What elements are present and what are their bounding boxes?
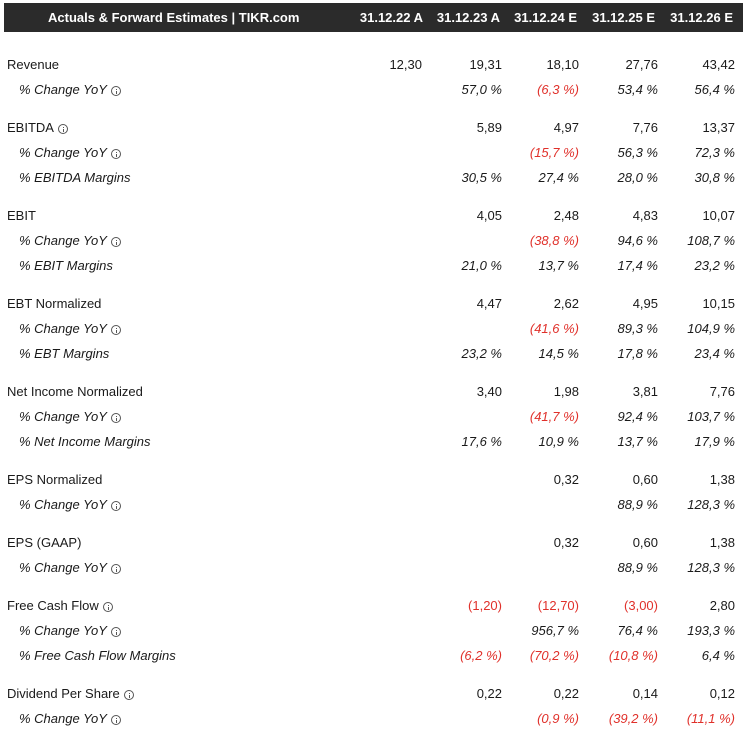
cell-value: 76,4 % <box>617 623 658 638</box>
column-header-2022: 31.12.22 A <box>359 10 423 25</box>
table-row <box>0 256 743 276</box>
cell-value: 17,8 % <box>617 346 658 361</box>
cell-value: (41,7 %) <box>529 409 579 424</box>
info-icon[interactable] <box>111 501 121 511</box>
cell-value: (10,8 %) <box>608 648 658 663</box>
table-header <box>4 3 743 32</box>
cell-value: 21,0 % <box>461 258 502 273</box>
cell-value: 56,4 % <box>694 82 735 97</box>
cell-value: 1,98 <box>553 384 579 399</box>
cell-value: 0,32 <box>553 535 579 550</box>
column-header-2026: 31.12.26 E <box>670 10 733 25</box>
cell-value: 4,83 <box>632 208 658 223</box>
table-row <box>0 382 743 402</box>
cell-value: 0,22 <box>476 686 502 701</box>
row-label: % Change YoY <box>19 233 107 248</box>
cell-value: 3,40 <box>476 384 502 399</box>
info-icon[interactable] <box>111 413 121 423</box>
table-row <box>0 294 743 314</box>
row-label: EBITDA <box>7 120 54 135</box>
table-row <box>0 495 743 515</box>
cell-value: 2,62 <box>553 296 579 311</box>
row-label: % Change YoY <box>19 82 107 97</box>
cell-value: 10,07 <box>702 208 735 223</box>
row-label: EPS (GAAP) <box>7 535 82 550</box>
cell-value: 4,05 <box>476 208 502 223</box>
cell-value: 13,7 % <box>617 434 658 449</box>
cell-value: 88,9 % <box>617 560 658 575</box>
table-title: Actuals & Forward Estimates | TIKR.com <box>48 10 300 25</box>
cell-value: 6,4 % <box>701 648 735 663</box>
cell-value: 72,3 % <box>694 145 735 160</box>
row-label: Revenue <box>7 57 60 72</box>
table-row <box>0 621 743 641</box>
row-label: Net Income Normalized <box>7 384 143 399</box>
cell-value: 0,32 <box>553 472 579 487</box>
row-label: EBIT <box>7 208 36 223</box>
cell-value: 30,5 % <box>461 170 502 185</box>
table-row <box>0 344 743 364</box>
cell-value: 28,0 % <box>617 170 658 185</box>
cell-value: 23,2 % <box>461 346 502 361</box>
cell-value: 4,95 <box>632 296 658 311</box>
info-icon[interactable] <box>58 124 68 134</box>
cell-value: 2,80 <box>709 598 735 613</box>
cell-value: 17,9 % <box>694 434 735 449</box>
table-row <box>0 596 743 616</box>
row-label: EPS Normalized <box>7 472 103 487</box>
table-row <box>0 55 743 75</box>
cell-value: 103,7 % <box>687 409 735 424</box>
table-row <box>0 646 743 666</box>
row-label: % Change YoY <box>19 560 107 575</box>
cell-value: (11,1 %) <box>686 711 735 726</box>
cell-value: 14,5 % <box>538 346 579 361</box>
cell-value: (12,70) <box>537 598 579 613</box>
cell-value: (38,8 %) <box>529 233 579 248</box>
cell-value: (6,3 %) <box>537 82 579 97</box>
cell-value: 23,2 % <box>694 258 735 273</box>
row-label: % Change YoY <box>19 623 107 638</box>
cell-value: 0,60 <box>632 535 658 550</box>
cell-value: (1,20) <box>468 598 502 613</box>
table-row <box>0 533 743 553</box>
cell-value: 1,38 <box>709 535 735 550</box>
cell-value: 43,42 <box>702 57 735 72</box>
cell-value: (41,6 %) <box>529 321 579 336</box>
cell-value: 128,3 % <box>687 497 735 512</box>
column-header-2023: 31.12.23 A <box>436 10 500 25</box>
cell-value: 2,48 <box>553 208 579 223</box>
cell-value: 27,4 % <box>538 170 579 185</box>
row-label: % EBITDA Margins <box>19 170 131 185</box>
cell-value: 7,76 <box>709 384 735 399</box>
cell-value: 5,89 <box>476 120 502 135</box>
row-label: % Free Cash Flow Margins <box>19 648 176 663</box>
table-row <box>0 231 743 251</box>
row-label: % Change YoY <box>19 145 107 160</box>
table-row <box>0 319 743 339</box>
cell-value: 18,10 <box>546 57 579 72</box>
info-icon[interactable] <box>111 564 121 574</box>
cell-value: 57,0 % <box>461 82 502 97</box>
info-icon[interactable] <box>111 715 121 725</box>
cell-value: 23,4 % <box>694 346 735 361</box>
cell-value: 56,3 % <box>617 145 658 160</box>
info-icon[interactable] <box>111 86 121 96</box>
table-row <box>0 407 743 427</box>
cell-value: 956,7 % <box>531 623 579 638</box>
row-label: Free Cash Flow <box>7 598 99 613</box>
cell-value: 92,4 % <box>617 409 658 424</box>
cell-value: 128,3 % <box>687 560 735 575</box>
column-header-2024: 31.12.24 E <box>514 10 577 25</box>
cell-value: 108,7 % <box>687 233 735 248</box>
cell-value: 13,37 <box>702 120 735 135</box>
cell-value: 19,31 <box>469 57 502 72</box>
cell-value: 104,9 % <box>687 321 735 336</box>
table-row <box>0 684 743 704</box>
table-row <box>0 470 743 490</box>
cell-value: (3,00) <box>624 598 658 613</box>
cell-value: 94,6 % <box>617 233 658 248</box>
row-label: % EBT Margins <box>19 346 110 361</box>
info-icon[interactable] <box>124 690 134 700</box>
cell-value: 0,14 <box>632 686 658 701</box>
table-row <box>0 118 743 138</box>
cell-value: (15,7 %) <box>529 145 579 160</box>
cell-value: 30,8 % <box>694 170 735 185</box>
row-label: % EBIT Margins <box>19 258 113 273</box>
table-row <box>0 432 743 452</box>
table-row <box>0 709 743 729</box>
table-row <box>0 80 743 100</box>
row-label: % Change YoY <box>19 711 107 726</box>
table-row <box>0 168 743 188</box>
cell-value: 17,6 % <box>461 434 502 449</box>
cell-value: 12,30 <box>389 57 422 72</box>
cell-value: (0,9 %) <box>537 711 579 726</box>
row-label: EBT Normalized <box>7 296 102 311</box>
cell-value: 10,15 <box>702 296 735 311</box>
cell-value: 27,76 <box>625 57 658 72</box>
info-icon[interactable] <box>111 325 121 335</box>
cell-value: 17,4 % <box>617 258 658 273</box>
cell-value: 53,4 % <box>617 82 658 97</box>
cell-value: 13,7 % <box>538 258 579 273</box>
cell-value: (6,2 %) <box>460 648 502 663</box>
cell-value: 0,60 <box>632 472 658 487</box>
row-label: % Change YoY <box>19 321 107 336</box>
cell-value: 193,3 % <box>687 623 735 638</box>
cell-value: 4,97 <box>553 120 579 135</box>
info-icon[interactable] <box>111 149 121 159</box>
table-row <box>0 143 743 163</box>
cell-value: 0,22 <box>553 686 579 701</box>
table-row <box>0 558 743 578</box>
cell-value: (39,2 %) <box>608 711 658 726</box>
row-label: % Net Income Margins <box>19 434 151 449</box>
info-icon[interactable] <box>111 237 121 247</box>
column-header-2025: 31.12.25 E <box>592 10 655 25</box>
cell-value: 88,9 % <box>617 497 658 512</box>
row-label: Dividend Per Share <box>7 686 120 701</box>
cell-value: 1,38 <box>709 472 735 487</box>
cell-value: 3,81 <box>632 384 658 399</box>
cell-value: 4,47 <box>476 296 502 311</box>
table-row <box>0 206 743 226</box>
info-icon[interactable] <box>103 602 113 612</box>
cell-value: 10,9 % <box>538 434 579 449</box>
row-label: % Change YoY <box>19 409 107 424</box>
cell-value: (70,2 %) <box>529 648 579 663</box>
info-icon[interactable] <box>111 627 121 637</box>
cell-value: 89,3 % <box>617 321 658 336</box>
row-label: % Change YoY <box>19 497 107 512</box>
cell-value: 7,76 <box>632 120 658 135</box>
cell-value: 0,12 <box>709 686 735 701</box>
